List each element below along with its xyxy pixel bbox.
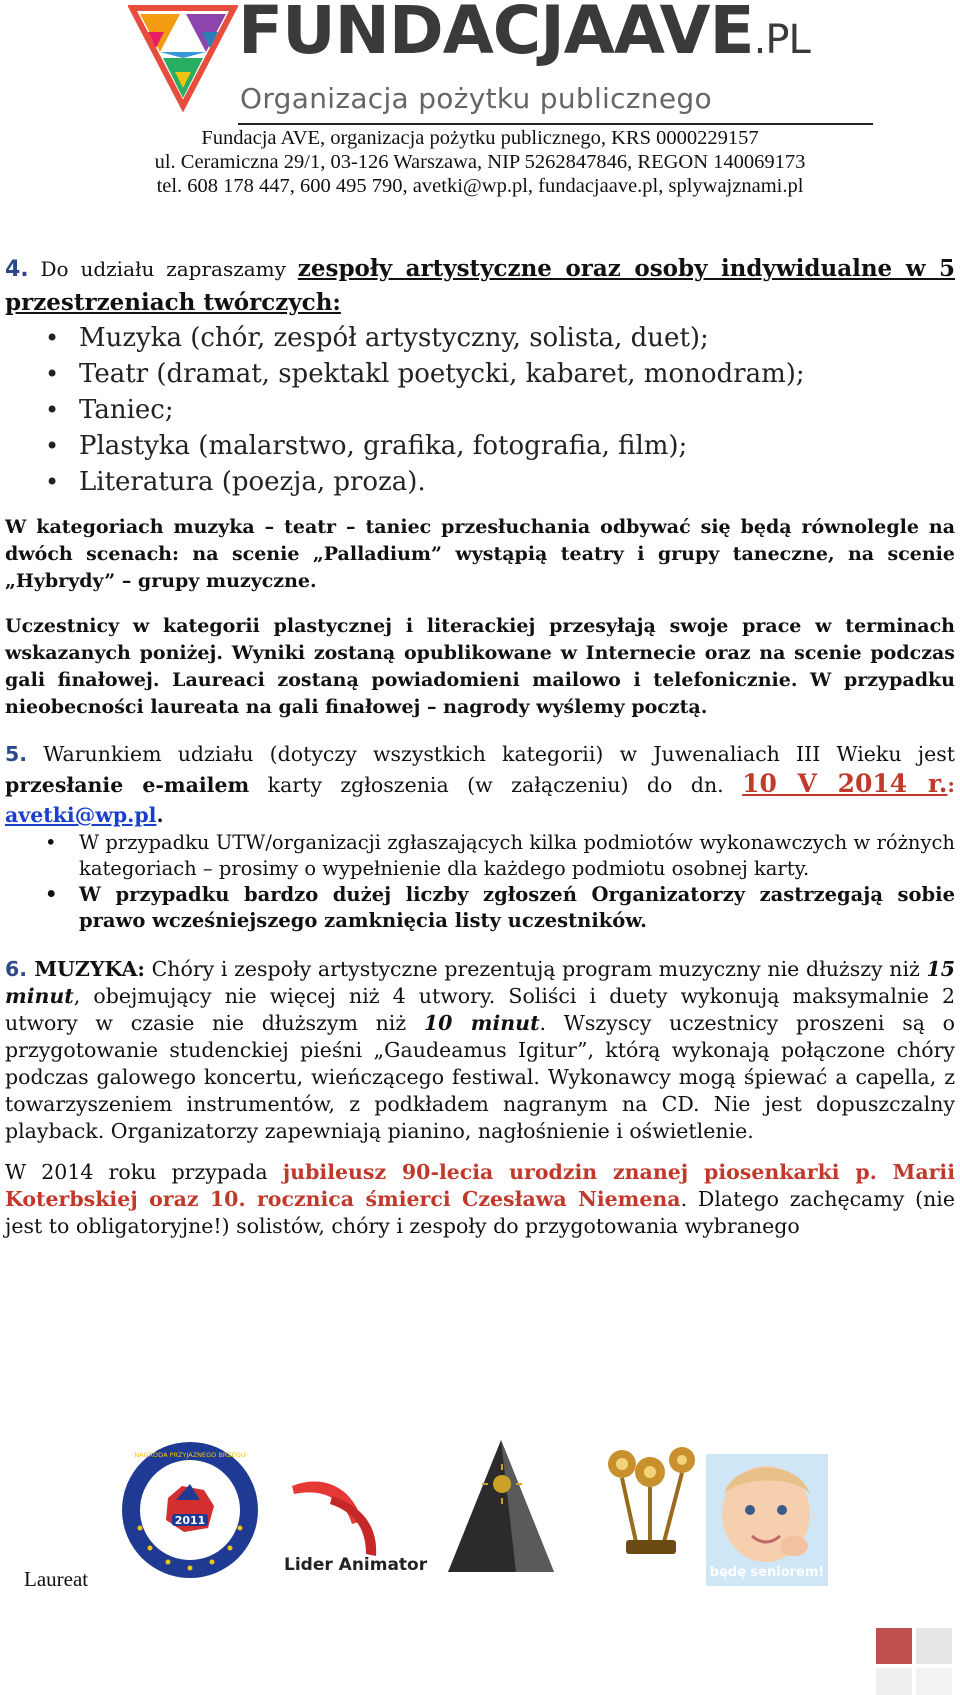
section-5-number: 5. [5, 742, 28, 766]
triangle-logo-icon [128, 2, 238, 112]
triangle-statuette-icon [446, 1436, 556, 1576]
award-year: 2011 [174, 1514, 206, 1527]
section-6-number: 6. [5, 957, 28, 981]
header-line-krs: Fundacja AVE, organizacja pożytku publicznego, KRS 0000229157 [201, 127, 759, 149]
fundacja-ave-logo [128, 2, 848, 117]
letterhead [0, 0, 960, 200]
list-item: • Plastyka (malarstwo, grafika, fotografia, film); [5, 428, 955, 464]
document-body [5, 252, 955, 1240]
lider-animator-text: Lider Animator [284, 1555, 428, 1575]
corner-square-grey [916, 1628, 952, 1664]
header-line-address: ul. Ceramiczna 29/1, 03-126 Warszawa, NIP 5262847846, REGON 140069173 [154, 151, 806, 173]
lider-animator-logo [282, 1466, 432, 1576]
senior-caption: będę seniorem! [709, 1565, 825, 1580]
categories-list [5, 320, 955, 500]
jubilee-highlight: jubileusz 90-lecia urodzin znanej piosenkarki p. Marii Koterbskiej oraz 10. rocznica śmierci Czesława Niemena [5, 1160, 955, 1211]
senior-campaign-image [706, 1454, 828, 1586]
list-item: • Literatura (poezja, proza). [5, 464, 955, 500]
award-ring-text: NAGRODA PRZYJAZNEGO BRZEGU [134, 1451, 246, 1459]
logo-tagline: Organizacja pożytku publicznego [240, 82, 712, 115]
deadline-date: 10 V 2014 r. [742, 769, 948, 798]
section-4-intro: 4. Do udziału zapraszamy zespoły artystyczne oraz osoby indywidualne w 5 przestrzeniach twórczych: [5, 255, 955, 316]
section-5-text: 5. Warunkiem udziału (dotyczy wszystkich kategorii) w Juwenaliach III Wieku jest przesłanie e-mailem karty zgłoszenia (w załączeniu) do dn. 10 V 2014 r.: avetki@wp.pl. [5, 742, 955, 827]
header-divider [238, 123, 873, 125]
award-badge-icon [120, 1440, 260, 1580]
paragraph-stages: W kategoriach muzyka – teatr – taniec przesłuchania odbywać się będą równolegle na dwóch scenach: na scenie „Palladium” wystąpią teatry i grupy taneczne, na scenie „Hybrydy” – grupy muzyczne. [5, 516, 955, 592]
section-6-music: 6. MUZYKA: Chóry i zespoły artystyczne prezentują program muzyczny nie dłuższy niż 15 minut, obejmujący nie więcej niż 4 utwory. Soliści i duety wykonują maksymalnie 2 utwory w czasie nie dłuższym niż 10 minut. Wszyscy uczestnicy proszeni są o przygotowanie studenckiej pieśni „Gaudeamus Igitur”, którą wykonają połączone chóry podczas galowego koncertu, wieńczącego festiwal. Wykonawcy mogą śpiewać a capella, z towarzyszeniem instrumentów, z podkładem nagranym na CD. Nie jest dopuszczalny playback. Organizatorzy zapewniają pianino, nagłośnienie i oświetlenie. [5, 957, 956, 1143]
section-6-title: MUZYKA: [27, 957, 145, 981]
header-address [0, 126, 960, 198]
paragraph-submissions: Uczestnicy w kategorii plastycznej i literackiej przesyłają swoje prace w terminach wskazanych poniżej. Wyniki zostaną opublikowane w Internecie oraz na scenie podczas gali finałowej. Laureaci zostaną powiadomieni mailowo i telefonicznie. W przypadku nieobecności laureata na gali finałowej – nagrody wyślemy pocztą. [5, 615, 955, 718]
list-item: • W przypadku bardzo dużej liczby zgłoszeń Organizatorzy zastrzegają sobie prawo wcześniejszego zamknięcia listy uczestników. [5, 882, 955, 934]
corner-square-grey-3 [916, 1668, 952, 1695]
section-4-highlight: zespoły artystyczne oraz osoby indywidualne w 5 przestrzeniach twórczych: [5, 255, 955, 316]
list-item: • Muzyka (chór, zespół artystyczny, solista, duet); [5, 320, 955, 356]
header-line-contact: tel. 608 178 447, 600 495 790, avetki@wp.pl, fundacjaave.pl, splywajznami.pl [156, 175, 804, 197]
corner-square-red [876, 1628, 912, 1664]
logo-wordmark: FUNDACJAAVE.PL [238, 0, 810, 69]
footer-logos [0, 1430, 960, 1695]
list-item: • Teatr (dramat, spektakl poetycki, kabaret, monodram); [5, 356, 955, 392]
section-4-number: 4. [5, 257, 29, 282]
golden-flowers-statuette-icon [596, 1442, 706, 1562]
section-5-notes [5, 830, 955, 934]
corner-square-grey-2 [876, 1668, 912, 1695]
laureat-label: Laureat [24, 1567, 89, 1591]
list-item: • Taniec; [5, 392, 955, 428]
paragraph-jubilee: W 2014 roku przypada jubileusz 90-lecia urodzin znanej piosenkarki p. Marii Koterbskiej oraz 10. rocznica śmierci Czesława Niemena. Dlatego zachęcamy (nie jest to obligatoryjne!) solistów, chóry i zespoły do przygotowania wybranego [5, 1160, 955, 1238]
email-link[interactable]: avetki@wp.pl [5, 803, 157, 827]
list-item: • W przypadku UTW/organizacji zgłaszających kilka podmiotów wykonawczych w różnych kategoriach – prosimy o wypełnienie dla każdego podmiotu osobnej karty. [5, 830, 955, 882]
